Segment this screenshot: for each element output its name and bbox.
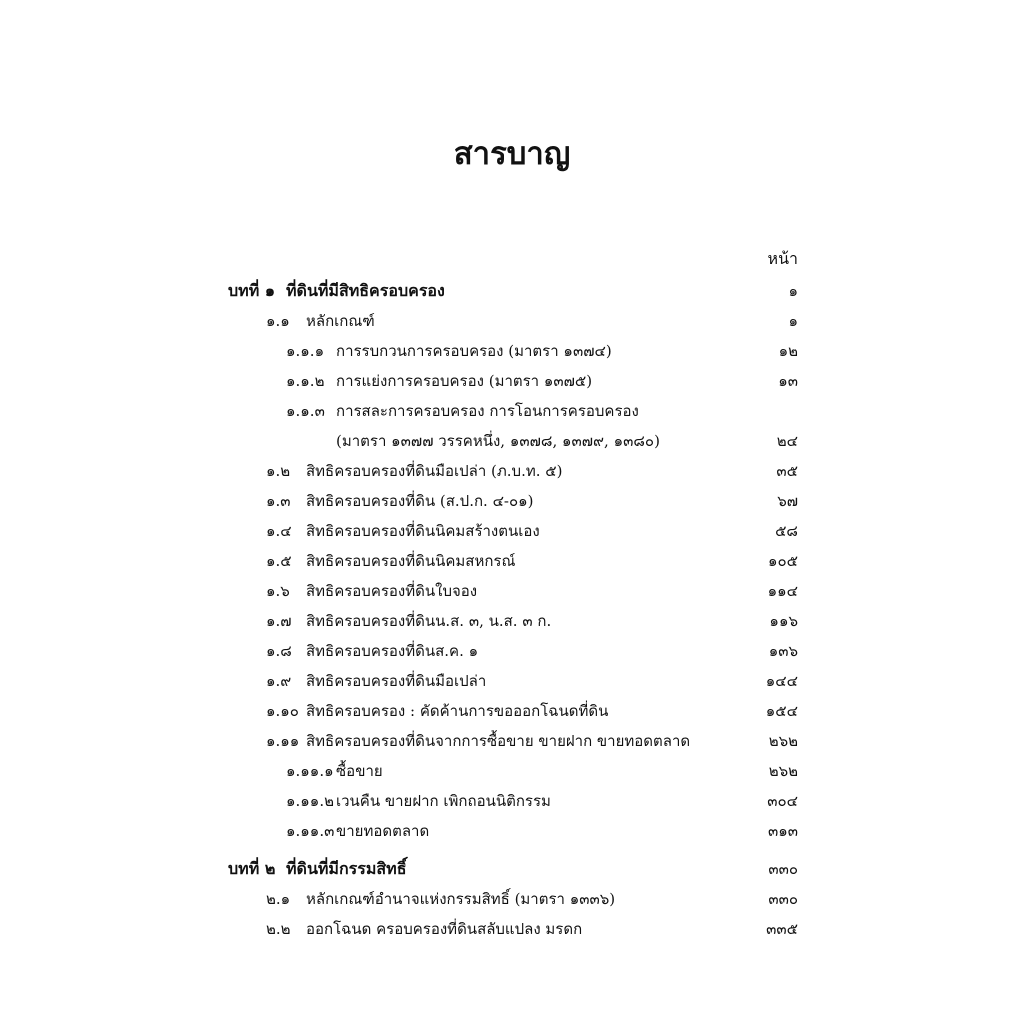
- toc-title: สิทธิครอบครองที่ดินมือเปล่า (ภ.บ.ท. ๕): [306, 462, 563, 480]
- toc-row: [0, 914, 1024, 944]
- toc-page-number: ๖๗: [777, 492, 798, 510]
- toc-number: ๑.๑.๓: [286, 402, 325, 420]
- toc-title: สิทธิครอบครองที่ดิน (ส.ป.ก. ๔-๐๑): [306, 492, 534, 510]
- toc-row: [0, 696, 1024, 726]
- toc-page-number: ๓๓๐: [768, 890, 798, 908]
- toc-number: ๑.๑๑: [266, 732, 300, 750]
- toc-title: การแย่งการครอบครอง (มาตรา ๑๓๗๕): [336, 372, 593, 390]
- toc-number: ๑.๖: [266, 582, 290, 600]
- toc-chapter-row: [0, 276, 1024, 306]
- toc-number: ๑.๑๐: [266, 702, 299, 720]
- toc-row: [0, 486, 1024, 516]
- toc-row: [0, 666, 1024, 696]
- toc-title: การสละการครอบครอง การโอนการครอบครอง: [336, 402, 639, 420]
- toc-number: ๑.๑๑.๑: [286, 762, 334, 780]
- toc-row: [0, 726, 1024, 756]
- toc-number: ๑.๑.๑: [286, 342, 325, 360]
- toc-title: ที่ดินที่มีสิทธิครอบครอง: [286, 281, 445, 300]
- toc-title: สิทธิครอบครอง : คัดค้านการขอออกโฉนดที่ดิน: [306, 702, 609, 720]
- toc-row: [0, 336, 1024, 366]
- toc-row: [0, 396, 1024, 426]
- toc-row: [0, 546, 1024, 576]
- page-column-label: หน้า: [767, 249, 798, 268]
- toc-chapter-row: [0, 854, 1024, 884]
- toc-number: ๑.๑๑.๒: [286, 792, 334, 810]
- toc-title: ออกโฉนด ครอบครองที่ดินสลับแปลง มรดก: [306, 920, 583, 938]
- toc-title: เวนคืน ขายฝาก เพิกถอนนิติกรรม: [336, 792, 551, 810]
- toc-number: ๑.๗: [266, 612, 292, 630]
- toc-title: การรบกวนการครอบครอง (มาตรา ๑๓๗๔): [336, 342, 612, 360]
- toc-number: ๑.๔: [266, 522, 292, 540]
- toc-row: [0, 576, 1024, 606]
- toc-number: ๑.๑.๒: [286, 372, 325, 390]
- toc-row: [0, 884, 1024, 914]
- toc-title: ขายทอดตลาด: [336, 822, 430, 840]
- toc-title: ที่ดินที่มีกรรมสิทธิ์: [286, 859, 407, 878]
- toc-row: [0, 306, 1024, 336]
- toc-number: บทที่ ๑: [228, 281, 275, 300]
- toc-page-number: ๕๘: [775, 522, 798, 540]
- toc-number: ๑.๓: [266, 492, 291, 510]
- toc-page-number: ๑๑๖: [769, 612, 798, 630]
- toc-row: [0, 456, 1024, 486]
- toc-page-number: ๑๒: [778, 342, 798, 360]
- toc-page-number: ๓๓๕: [766, 920, 798, 938]
- toc-number: ๑.๕: [266, 552, 292, 570]
- toc-page-number: ๒๔: [776, 432, 798, 450]
- toc-page-number: ๓๓๐: [768, 860, 798, 878]
- toc-number: ๑.๑: [266, 312, 290, 330]
- toc-number: บทที่ ๒: [228, 859, 276, 878]
- toc-page-number: ๑๕๔: [765, 702, 798, 720]
- toc-page-number: ๑๓: [778, 372, 798, 390]
- toc-title: สิทธิครอบครองที่ดินจากการซื้อขาย ขายฝาก ขายทอดตลาด: [306, 732, 691, 750]
- toc-number: ๒.๑: [266, 890, 291, 908]
- toc-row: [0, 786, 1024, 816]
- toc-row: [0, 516, 1024, 546]
- toc-title: (มาตรา ๑๓๗๗ วรรคหนึ่ง, ๑๓๗๘, ๑๓๗๙, ๑๓๘๐): [336, 432, 660, 450]
- toc-page-number: ๓๑๓: [767, 822, 798, 840]
- toc-number: ๒.๒: [266, 920, 291, 938]
- toc-row: [0, 636, 1024, 666]
- toc-number: ๑.๙: [266, 672, 292, 690]
- toc-number: ๑.๘: [266, 642, 292, 660]
- toc-page-number: ๑: [788, 312, 798, 330]
- toc-page-number: ๒๖๒: [768, 762, 798, 780]
- toc-row: [0, 606, 1024, 636]
- toc-page-number: ๑๔๔: [765, 672, 798, 690]
- toc-row: [0, 816, 1024, 846]
- toc-title: หลักเกณฑ์อำนาจแห่งกรรมสิทธิ์ (มาตรา ๑๓๓๖): [306, 890, 616, 908]
- toc-title: ซื้อขาย: [336, 762, 383, 780]
- toc-title: สิทธิครอบครองที่ดินมือเปล่า: [306, 672, 487, 690]
- toc-title: สิทธิครอบครองที่ดินนิคมสหกรณ์: [306, 552, 516, 570]
- toc-row: [0, 366, 1024, 396]
- toc-page-number: ๓๕: [776, 462, 798, 480]
- toc-page-number: ๑๐๕: [767, 552, 798, 570]
- toc-page-number: ๒๖๒: [768, 732, 798, 750]
- page-title: สารบาญ: [453, 136, 571, 172]
- toc-title: สิทธิครอบครองที่ดินน.ส. ๓, น.ส. ๓ ก.: [306, 612, 552, 630]
- toc-title: สิทธิครอบครองที่ดินส.ค. ๑: [306, 642, 479, 660]
- toc-title: สิทธิครอบครองที่ดินใบจอง: [306, 582, 478, 600]
- toc-title: หลักเกณฑ์: [306, 312, 375, 330]
- toc-page-number: ๑๑๔: [767, 582, 798, 600]
- toc-row: [0, 426, 1024, 456]
- toc-title: สิทธิครอบครองที่ดินนิคมสร้างตนเอง: [306, 522, 540, 540]
- toc-page-number: ๑๓๖: [768, 642, 798, 660]
- toc-number: ๑.๒: [266, 462, 291, 480]
- toc-page-number: ๑: [788, 282, 798, 300]
- toc-number: ๑.๑๑.๓: [286, 822, 335, 840]
- toc-row: [0, 756, 1024, 786]
- toc-page-number: ๓๐๔: [767, 792, 798, 810]
